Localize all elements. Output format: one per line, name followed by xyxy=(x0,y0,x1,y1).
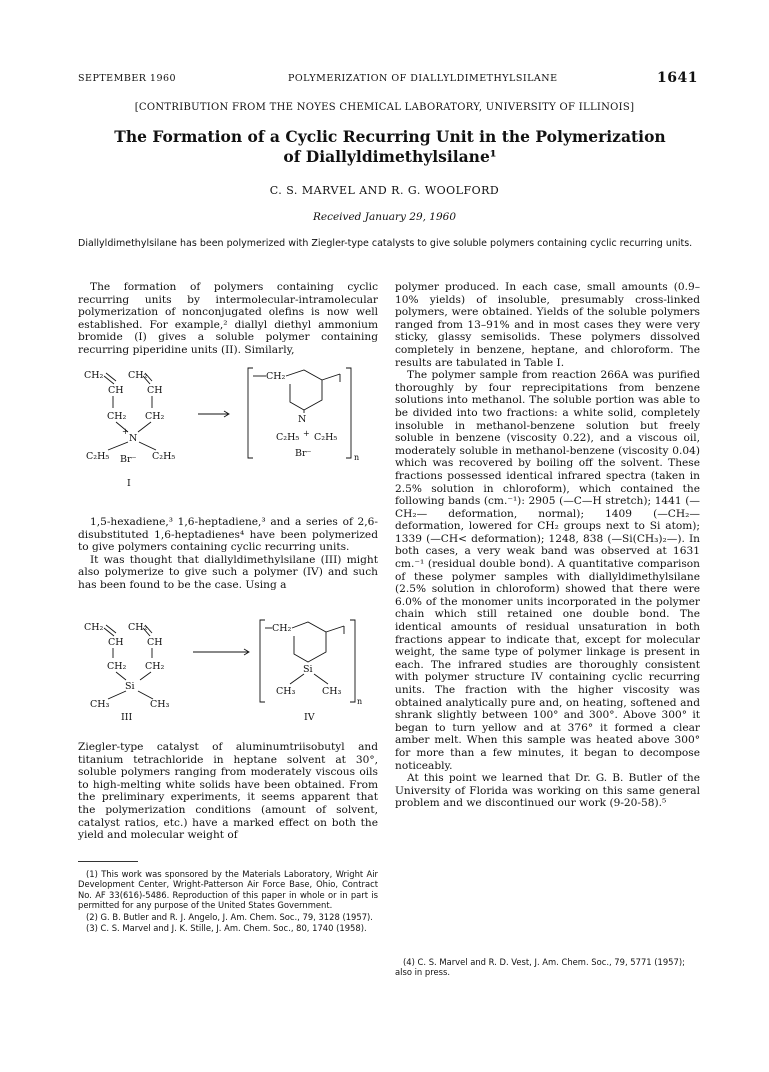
chem-bond xyxy=(290,674,304,684)
polymer-bracket-left xyxy=(260,620,265,702)
chem-si-ch2-b: CH₂ xyxy=(128,622,148,633)
silacyclohexane-ring xyxy=(292,622,326,662)
running-head-date: SEPTEMBER 1960 xyxy=(78,73,177,84)
footnote-3: (3) C. S. Marvel and J. K. Stille, J. Am. Chem. Soc., 80, 1740 (1958). xyxy=(86,923,367,934)
chem-poly-nitrogen: N xyxy=(298,414,307,425)
article-title xyxy=(90,127,690,167)
chem-bromide: Br⁻ xyxy=(120,454,137,465)
footnotes-right xyxy=(395,957,700,978)
chem-ch2-d: CH₂ xyxy=(145,411,165,422)
paragraph-dienes: 1,5-hexadiene,³ 1,6-heptadiene,³ and a series of 2,6-disubstituted 1,6-heptadienes⁴ have been polymerized to give polymers containing cyclic recurring units. xyxy=(78,516,378,554)
chem-bond xyxy=(138,422,151,432)
compound-label-III: III xyxy=(121,712,133,723)
chem-si-ch2-c: CH₂ xyxy=(107,661,127,672)
chem-bond xyxy=(326,626,344,632)
chem-bond xyxy=(138,691,153,699)
polymer-bracket-left xyxy=(248,368,253,458)
paragraph-yields: polymer produced. In each case, small amounts (0.9–10% yields) of insoluble, presumably cross-linked polymers, were obtained. Yields of the soluble polymers ranged from 13–91% and in most cases they were very sticky, glassy semisolids. These polymers dissolved completely in benzene, heptane, and chloroform. The results are tabulated in Table I. xyxy=(395,281,700,369)
running-head-title: POLYMERIZATION OF DIALLYLDIMETHYLSILANE xyxy=(288,73,558,84)
chem-poly-ethyl-1: C₂H₅ xyxy=(276,432,300,443)
chem-methyl-1: CH₃ xyxy=(90,699,110,710)
title-line-2: of Diallyldimethylsilane¹ xyxy=(283,147,497,166)
chem-bond xyxy=(139,442,156,450)
chem-si-ch2-d: CH₂ xyxy=(145,661,165,672)
chem-poly-plus: + xyxy=(303,429,310,438)
footnote-divider xyxy=(78,861,138,862)
chem-si-ch-b: CH xyxy=(147,637,163,648)
chem-silicon: Si xyxy=(125,681,135,692)
compound-label-IV: IV xyxy=(304,712,315,723)
footnote-4: (4) C. S. Marvel and R. D. Vest, J. Am. Chem. Soc., 79, 5771 (1957); also in press. xyxy=(395,957,685,978)
chem-poly-ethyl-2: C₂H₅ xyxy=(314,432,338,443)
title-line-1: The Formation of a Cyclic Recurring Unit in the Polymerization xyxy=(114,127,666,146)
paragraph-intro: The formation of polymers containing cyclic recurring units by intermolecular-intramolecular polymerization of nonconjugated olefins is now well established. For example,² diallyl diethyl ammonium bromide (I) gives a soluble polymer containing recurring piperidine units (II). Similarly, xyxy=(78,281,378,356)
authors: C. S. MARVEL AND R. G. WOOLFORD xyxy=(269,184,500,197)
chem-methyl-2: CH₃ xyxy=(150,699,170,710)
chem-poly-si-ch2: CH₂ xyxy=(272,623,292,634)
running-head xyxy=(78,71,698,87)
polymer-bracket-right xyxy=(346,368,351,458)
polymer-bracket-right xyxy=(350,620,355,702)
left-column xyxy=(78,281,378,357)
chem-plus: + xyxy=(122,427,129,436)
scheme-silane-drawing xyxy=(78,614,378,726)
paragraph-butler: At this point we learned that Dr. G. B. Butler of the University of Florida was working on this same general problem and we discontinued our work (9-20-58).⁵ xyxy=(395,772,700,810)
polymer-subscript-n: n xyxy=(357,697,363,706)
left-column-cont-2 xyxy=(78,741,378,842)
piperidine-ring xyxy=(286,370,322,410)
scheme-silane xyxy=(78,614,378,726)
contribution-line: [CONTRIBUTION FROM THE NOYES CHEMICAL LABORATORY, UNIVERSITY OF ILLINOIS] xyxy=(134,102,635,113)
chem-si-ch-a: CH xyxy=(108,637,124,648)
paragraph-silane: It was thought that diallyldimethylsilane (III) might also polymerize to give such a polymer (IV) and such has been found to be the case. Using a xyxy=(78,553,378,591)
chem-ch2-c: CH₂ xyxy=(107,411,127,422)
footnote-2: (2) G. B. Butler and R. J. Angelo, J. Am. Chem. Soc., 79, 3128 (1957). xyxy=(86,911,373,922)
chem-bond xyxy=(104,628,114,636)
chem-bond xyxy=(104,376,114,384)
compound-label-I: I xyxy=(127,478,131,489)
chem-poly-silicon: Si xyxy=(303,664,313,675)
footnotes-left xyxy=(78,869,378,934)
chem-poly-methyl-2: CH₃ xyxy=(322,686,342,697)
chem-ch-a: CH xyxy=(108,385,124,396)
chem-ch2-b: CH₂ xyxy=(128,370,148,381)
chem-bond xyxy=(140,672,151,680)
left-column-cont-1 xyxy=(78,516,378,592)
chem-bond xyxy=(116,672,126,680)
scheme-ammonium xyxy=(78,362,378,502)
chem-ethyl-1: C₂H₅ xyxy=(86,451,110,462)
chem-ethyl-2: C₂H₅ xyxy=(152,451,176,462)
received-date: Received January 29, 1960 xyxy=(312,211,457,223)
abstract: Diallyldimethylsilane has been polymerized with Ziegler-type catalysts to give soluble polymers containing cyclic recurring units. xyxy=(78,238,693,249)
chem-poly-bromide: Br⁻ xyxy=(295,448,312,459)
chem-bond xyxy=(106,625,116,633)
right-column xyxy=(395,281,700,810)
chem-si-ch2-a: CH₂ xyxy=(84,622,104,633)
chem-bond xyxy=(106,373,116,381)
polymer-subscript-n: n xyxy=(354,453,360,462)
chem-bond xyxy=(108,691,126,699)
chem-poly-methyl-1: CH₃ xyxy=(276,686,296,697)
chem-nitrogen: N xyxy=(129,433,138,444)
paragraph-catalyst: Ziegler-type catalyst of aluminumtriisobutyl and titanium tetrachloride in heptane solvent at 30°, soluble polymers ranging from moderately viscous oils to high-melting white solids have been obtained. From the preliminary experiments, it seems apparent that the polymerization conditions (amount of solvent, catalyst ratios, etc.) have a marked effect on both the yield and molecular weight of xyxy=(78,741,378,842)
chem-bond xyxy=(314,674,328,684)
chem-ch2-a: CH₂ xyxy=(84,370,104,381)
chem-bond xyxy=(108,442,128,450)
paragraph-infrared: The polymer sample from reaction 266A was purified thoroughly by four reprecipitations from benzene solutions into methanol. The soluble portion was able to be divided into two fractions: a white solid, completely insoluble in methanol-benzene solution but freely soluble in benzene (viscosity 0.22), and a viscous oil, moderately soluble in methanol-benzene (viscosity 0.04) which was recovered by boiling off the solvent. These fractions possessed identical infrared spectra (taken in 2.5% solution in chloroform), which contained the following bands (cm.⁻¹): 2905 (—C—H stretch); 1441 (—CH₂— deformation, normal); 1409 (—CH₂— deformation, lowered for CH₂ groups next to Si atom); 1339 (—CH< deformation); 1248, 838 (—Si(CH₃)₂—). In both cases, a very weak band was observed at 1631 cm.⁻¹ (residual double bond). A quantitative comparison of these polymer samples with diallyldimethylsilane (2.5% solution in chloroform) showed that there were 6.0% of the monomer units incorporated in the polymer chain which still retained one double bond. The identical amounts of residual unsaturation in both fractions appear to indicate that, except for molecular weight, the same type of polymer linkage is present in each. The infrared studies are thoroughly consistent with polymer structure IV containing cyclic recurring units. The fraction with the higher viscosity was obtained analytically pure and, on heating, softened and shrank slightly between 100° and 300°. Above 300° it began to turn yellow and at 376° it formed a clear amber melt. When this sample was heated above 300° for more than a few minutes, it began to decompose noticeably. xyxy=(395,369,700,772)
page-number: 1641 xyxy=(657,70,698,86)
chem-poly-ch2: CH₂ xyxy=(266,371,286,382)
scheme-ammonium-drawing xyxy=(78,362,378,502)
chem-ch-b: CH xyxy=(147,385,163,396)
chem-bond xyxy=(322,374,340,380)
footnote-1: (1) This work was sponsored by the Materials Laboratory, Wright Air Development Center, Wright-Patterson Air Force Base, Ohio, Contract No. AF 33(616)-5486. Reproduction of this paper in whole or in part is permitted for any purpose of the United States Government. xyxy=(78,869,378,911)
